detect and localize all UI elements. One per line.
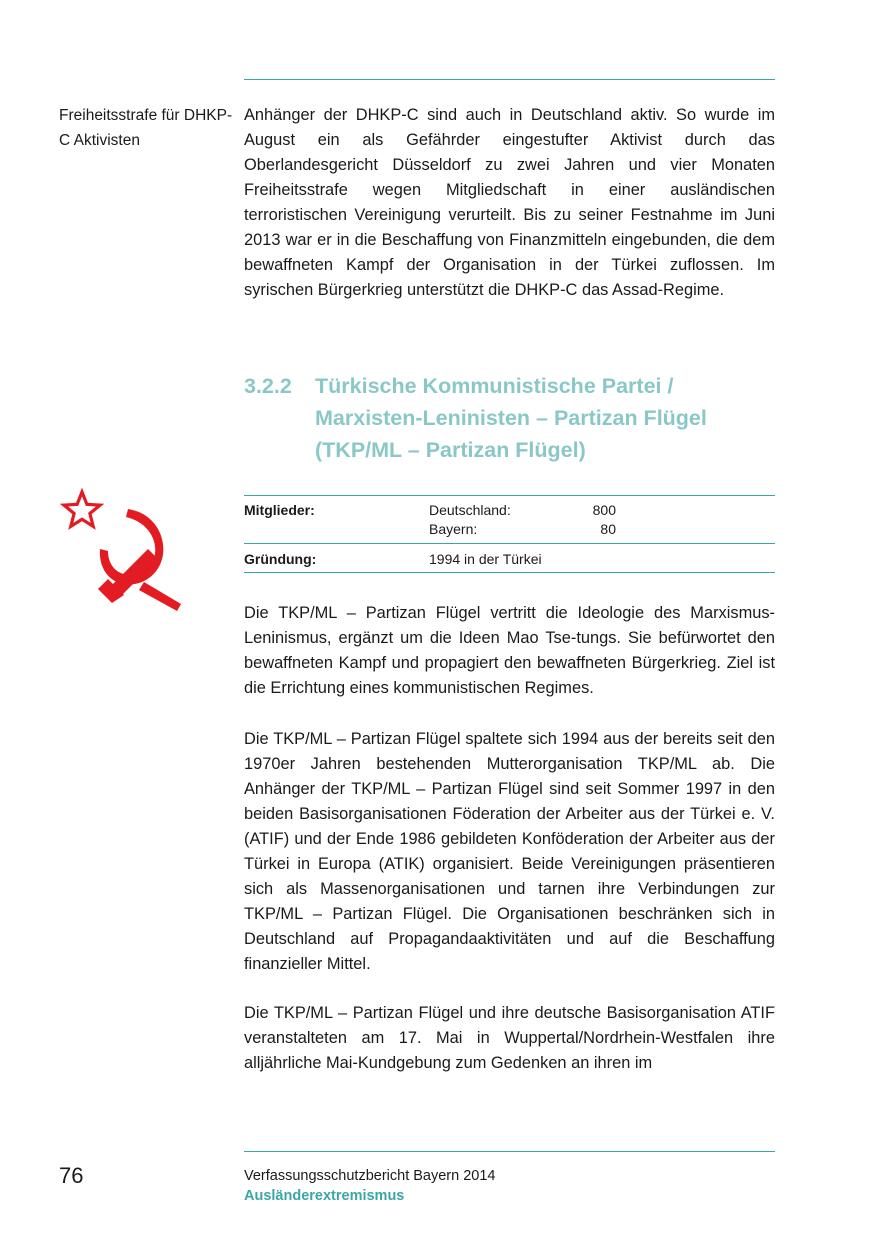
- members-count: 800: [592, 502, 616, 518]
- section-title-line-1: Türkische Kommunistische Partei /: [315, 374, 674, 398]
- footer-title: Verfassungsschutzbericht Bayern 2014: [244, 1168, 496, 1184]
- footer-subtitle: Ausländerextremismus: [244, 1188, 405, 1204]
- hammer-sickle-star-icon: [60, 487, 190, 617]
- page-number: 76: [59, 1163, 84, 1188]
- paragraph-dhkpc: Anhänger der DHKP-C sind auch in Deutschland aktiv. So wurde im August ein als Gefährder eingestufter Aktivist durch das Oberlandesgericht Düsseldorf zu zwei Jahren und vier Monaten Freiheitsstrafe wegen Mitgliedschaft in einer ausländischen terroristischen Vereinigung verurteilt. Bis zu seiner Festnahme im Juni 2013 war er in die Beschaffung von Finanzmitteln eingebunden, die dem bewaffneten Kampf der Organisation in der Türkei zuflossen. Im syrischen Bürgerkrieg unterstützt die DHKP-C das Assad-Regime.: [244, 106, 775, 300]
- section-number: 3.2.2: [244, 374, 292, 398]
- founding-label: Gründung:: [244, 551, 317, 567]
- paragraph-history: Die TKP/ML – Partizan Flügel spaltete sich 1994 aus der bereits seit den 1970er Jahren bestehenden Mutterorganisation TKP/ML ab. Die Anhänger der TKP/ML – Partizan Flügel sind seit Sommer 1997 in den beiden Basisorganisationen Föderation der Arbeiter aus der Türkei e. V. (ATIF) und der Ende 1986 gebildeten Konföderation der Arbeiter aus der Türkei in Europa (ATIK) organisiert. Beide Vereinigungen präsentieren sich als Massenorganisationen und tarnen ihre Verbindungen zur TKP/ML – Partizan Flügel. Die Organisationen beschränken sich in Deutschland auf Propagandaaktivitäten und auf die Beschaffung finanzieller Mittel.: [244, 730, 775, 974]
- facts-rule-top: [244, 495, 775, 496]
- founding-value: 1994 in der Türkei: [429, 551, 542, 567]
- footer-rule: [244, 1151, 775, 1152]
- members-label: Mitglieder:: [244, 502, 315, 518]
- section-title-line-2: Marxisten-Leninisten – Partizan Flügel: [315, 406, 707, 430]
- members-region: Bayern:: [429, 521, 478, 537]
- paragraph-rally: Die TKP/ML – Partizan Flügel und ihre deutsche Basisorganisation ATIF veranstalteten am 17. Mai in Wuppertal/Nordrhein-Westfalen ihre alljährliche Mai-Kundgebung zum Gedenken an ihren im: [244, 1004, 775, 1073]
- facts-rule-middle: [244, 543, 775, 544]
- members-count: 80: [600, 521, 616, 537]
- facts-rule-bottom: [244, 572, 775, 573]
- top-rule: [244, 79, 775, 80]
- footer: [244, 1166, 495, 1206]
- members-region: Deutschland:: [429, 502, 511, 518]
- paragraph-ideology: Die TKP/ML – Partizan Flügel vertritt die Ideologie des Marxismus-Leninismus, ergänzt um die Ideen Mao Tse-tungs. Sie befürwortet den bewaffneten Kampf und propagiert den bewaffneten Bürgerkrieg. Ziel ist die Errichtung eines kommunistischen Regimes.: [244, 604, 775, 698]
- section-title-line-3: (TKP/ML – Partizan Flügel): [315, 438, 586, 462]
- margin-note: Freiheitsstrafe für DHKP-C Aktivisten: [59, 107, 233, 149]
